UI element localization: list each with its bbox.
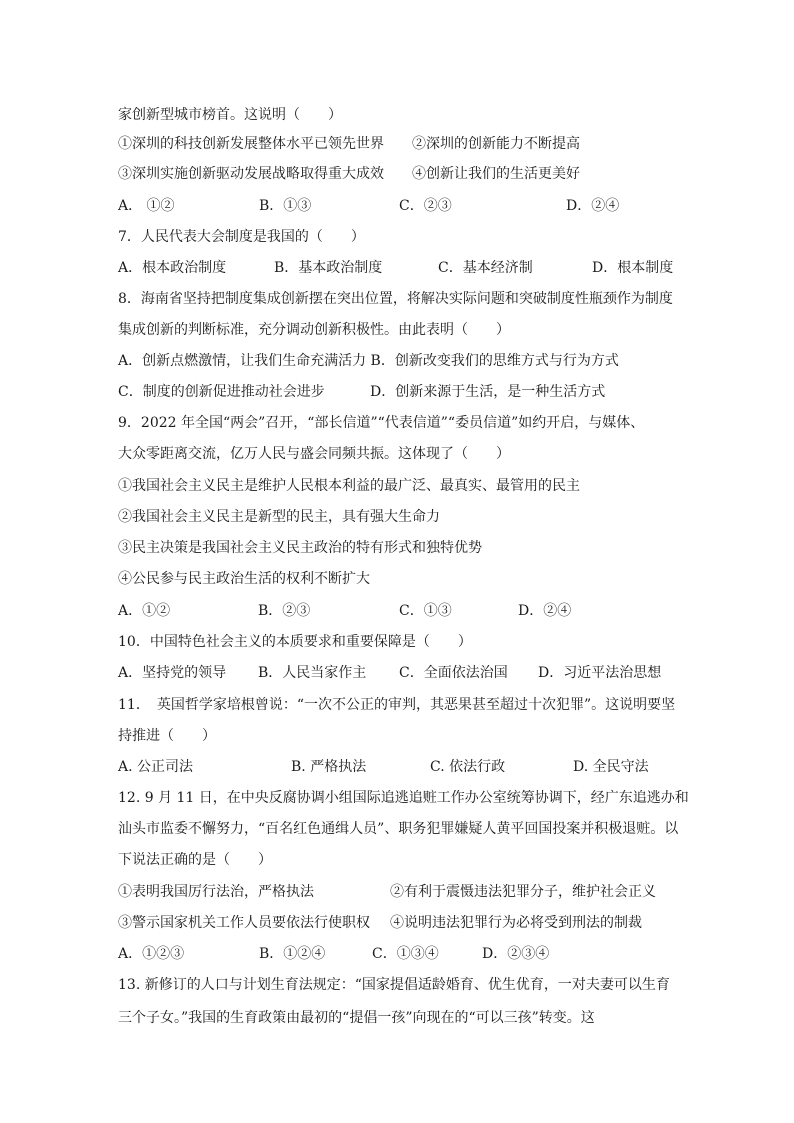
q12-option-c[interactable]: C．①③④ [372,946,439,962]
q12-statement-1: ①表明我国厉行法治，严格执法 [118,884,314,900]
q6-option-c[interactable]: C．②③ [399,198,452,214]
q8-option-d[interactable]: D．创新来源于生活，是一种生活方式 [370,384,606,400]
q12-statement-3: ③警示国家机关工作人员要依法行使职权 [118,915,370,931]
q11-option-d[interactable]: D. 全民守法 [573,759,649,775]
q6-statement-2: ②深圳的创新能力不断提高 [412,136,580,152]
q9-option-c[interactable]: C．①③ [399,603,452,619]
q6-option-b[interactable]: B．①③ [259,198,312,214]
q6-statement-1: ①深圳的科技创新发展整体水平已领先世界 [118,136,384,152]
q9-stem-line-1: 9．2022 年全国“两会”召开，“部长信道”“代表信道”“委员信道”如约开启，与媒体、 [118,415,645,431]
q6-stem-tail: 家创新型城市榜首。这说明（ ） [118,107,342,123]
q7-option-b[interactable]: B．基本政治制度 [274,260,383,276]
q12-stem-line-1: 12. 9 月 11 日，在中央反腐协调小组国际追逃追赃工作办公室统筹协调下，经广东追逃办和 [118,790,689,806]
q11-option-b[interactable]: B. 严格执法 [291,759,367,775]
q7-option-c[interactable]: C．基本经济制 [438,260,533,276]
q12-statements-row-2 [118,913,678,933]
q11-option-c[interactable]: C. 依法行政 [430,759,506,775]
q6-statement-4: ④创新让我们的生活更美好 [412,166,580,182]
q12-option-d[interactable]: D．②③④ [482,946,550,962]
q13-stem-line-2: 三个子女。”我国的生育政策由最初的“提倡一孩”向现在的“可以三孩”转变。这 [118,1010,595,1026]
q9-statement-2: ②我国社会主义民主是新型的民主，具有强大生命力 [118,509,440,525]
q9-stem-line-2: 大众零距离交流，亿万人民与盛会同频共振。这体现了（ ） [118,446,510,462]
q9-option-d[interactable]: D．②④ [518,603,572,619]
q10-option-b[interactable]: B．人民当家作主 [258,665,367,681]
q8-option-c[interactable]: C．制度的创新促进推动社会进步 [118,384,325,400]
q9-statement-1: ①我国社会主义民主是维护人民根本利益的最广泛、最真实、最管用的民主 [118,478,580,494]
q12-option-a[interactable]: A．①②③ [118,946,185,962]
q12-statement-2: ②有利于震慑违法犯罪分子，维护社会正义 [390,884,656,900]
q12-option-b[interactable]: B．①②④ [259,946,326,962]
q10-option-d[interactable]: D．习近平法治思想 [538,665,662,681]
q11-stem-line-2: 持推进（ ） [118,728,216,744]
q6-option-a[interactable]: A． ①② [118,198,175,214]
q6-statements-row-1 [118,134,678,154]
q10-stem: 10．中国特色社会主义的本质要求和重要保障是（ ） [118,634,472,650]
q6-statement-3: ③深圳实施创新驱动发展战略取得重大成效 [118,166,384,182]
q10-option-c[interactable]: C．全面依法治国 [399,665,508,681]
q9-options [118,601,678,621]
q7-options [118,258,678,278]
q7-option-a[interactable]: A．根本政治制度 [118,260,227,276]
q8-stem-line-2: 集成创新的判断标准，充分调动创新积极性。由此表明（ ） [118,322,510,338]
q11-option-a[interactable]: A. 公正司法 [118,759,194,775]
q9-option-b[interactable]: B．②③ [258,603,311,619]
q6-options [118,196,678,216]
q9-statement-4: ④公民参与民主政治生活的权利不断扩大 [118,571,370,587]
q8-stem-line-1: 8．海南省坚持把制度集成创新摆在突出位置，将解决实际问题和突破制度性瓶颈作为制度 [118,291,673,307]
q12-statements-row-1 [118,882,678,902]
q12-stem-line-3: 下说法正确的是（ ） [118,852,272,868]
q8-options-cd [118,382,678,402]
q12-options [118,944,678,964]
q7-stem: 7．人民代表大会制度是我国的（ ） [118,229,365,245]
q12-stem-line-2: 汕头市监委不懈努力，“百名红色通缉人员”、职务犯罪嫌疑人黄平回国投案并积极退赃。以 [118,821,679,837]
q10-option-a[interactable]: A．坚持党的领导 [118,665,227,681]
q6-statements-row-2 [118,164,678,184]
q6-option-d[interactable]: D．②④ [566,198,620,214]
q7-option-d[interactable]: D．根本制度 [592,260,674,276]
q11-options [118,757,678,777]
q11-stem-line-1: 11． 英国哲学家培根曾说：“一次不公正的审判，其恶果甚至超过十次犯罪”。这说明要坚 [118,697,676,713]
q13-stem-line-1: 13. 新修订的人口与计划生育法规定：“国家提倡适龄婚育、优生优育，一对夫妻可以生育 [118,977,670,993]
q9-statement-3: ③民主决策是我国社会主义民主政治的特有形式和独特优势 [118,540,482,556]
q12-statement-4: ④说明违法犯罪行为必将受到刑法的制裁 [390,915,642,931]
q9-option-a[interactable]: A．①② [118,603,171,619]
q10-options [118,663,678,683]
q8-options-ab[interactable]: A．创新点燃激情，让我们生命充满活力 B．创新改变我们的思维方式与行为方式 [118,353,619,369]
